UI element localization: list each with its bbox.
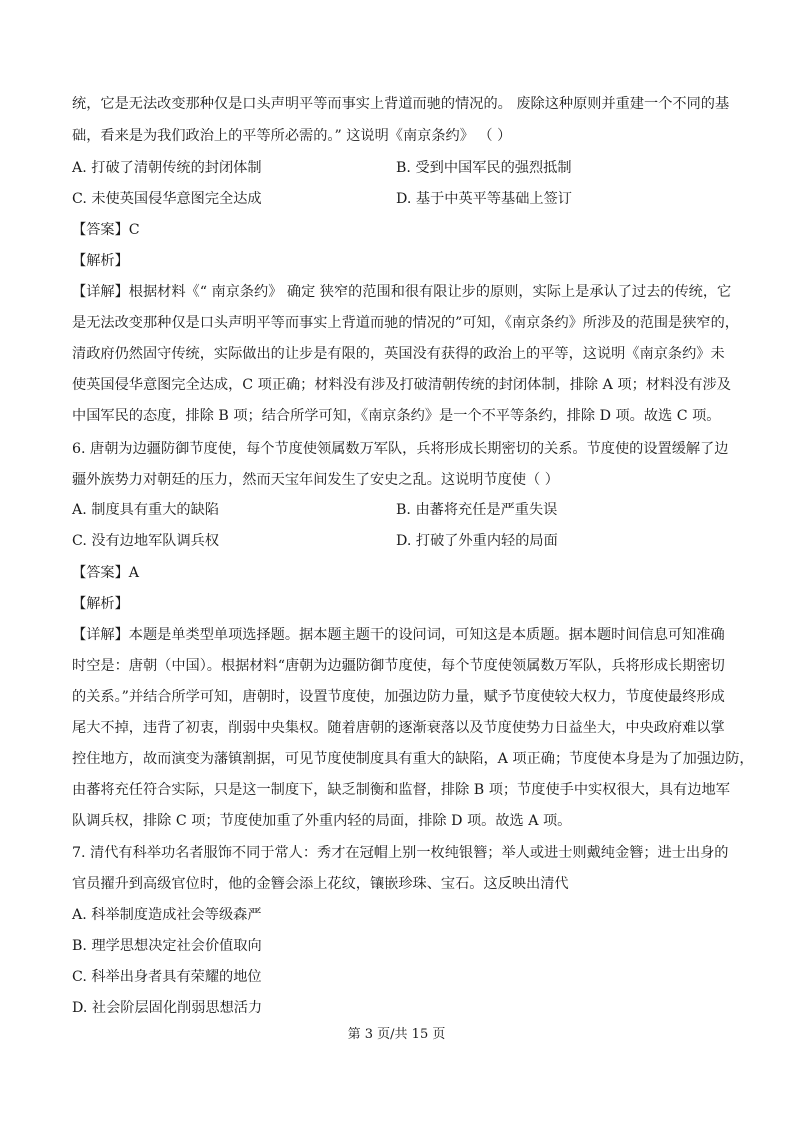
q6-analysis-label: 【解析】 <box>72 596 129 612</box>
q5-stem-line-2: 础，看来是为我们政治上的平等所必需的。” 这说明《南京条约》 （ ） <box>72 128 512 144</box>
q5-option-a: A. 打破了清朝传统的封闭体制 <box>72 160 262 176</box>
q5-detail-line-5: 中国军民的态度，排除 B 项；结合所学可知，《南京条约》是一个不平等条约，排除 D 项。故选 C 项。 <box>72 408 721 424</box>
q7-stem-line-1: 7. 清代有科举功名者服饰不同于常人：秀才在冠帽上别一枚纯银簪；举人或进士则戴纯金簪；进士出身的 <box>72 845 729 861</box>
q5-detail-line-3: 清政府仍然固守传统，实际做出的让步是有限的，英国没有获得的政治上的平等，这说明《南京条约》未 <box>72 346 725 362</box>
q5-option-c: C. 未使英国侵华意图完全达成 <box>72 191 262 207</box>
q5-analysis-label: 【解析】 <box>72 253 129 269</box>
q5-detail-line-2: 是无法改变那种仅是口头声明平等而事实上背道而驰的情况的”可知，《南京条约》所涉及的范围是狭窄的， <box>72 315 739 331</box>
q6-detail-line-1: 【详解】本题是单类型单项选择题。据本题主题干的设问词，可知这是本质题。据本题时间信息可知准确 <box>72 627 725 643</box>
q6-detail-line-6: 由蕃将充任符合实际，只是这一制度下，缺乏制衡和监督，排除 B 项；节度使手中实权很大，具有边地军 <box>72 782 730 798</box>
q6-detail-line-2: 时空是：唐朝（中国）。根据材料“唐朝为边疆防御节度使，每个节度使领属数万军队，兵将形成长期密切 <box>72 658 725 674</box>
q5-detail-line-4: 使英国侵华意图完全达成，C 项正确；材料没有涉及打破清朝传统的封闭体制，排除 A 项；材料没有涉及 <box>72 377 731 393</box>
q6-detail-line-7: 队调兵权，排除 C 项；节度使加重了外重内轻的局面，排除 D 项。故选 A 项。 <box>72 813 572 829</box>
q5-detail-line-1: 【详解】根据材料《“ 南京条约》 确定 狭窄的范围和很有限让步的原则，实际上是承认了过去的传统，它 <box>72 284 732 300</box>
q6-option-c: C. 没有边地军队调兵权 <box>72 533 220 549</box>
q7-option-b: B. 理学思想决定社会价值取向 <box>72 938 262 954</box>
q6-stem-line-1: 6. 唐朝为边疆防御节度使，每个节度使领属数万军队，兵将形成长期密切的关系。节度使的设置缓解了边 <box>72 441 729 457</box>
page-number-footer: 第 3 页/共 15 页 <box>347 1027 446 1042</box>
q7-option-a: A. 科举制度造成社会等级森严 <box>72 907 262 923</box>
q6-detail-line-5: 控住地方，故而演变为藩镇割据，可见节度使制度具有重大的缺陷，A 项正确；节度使本身是为了加强边防， <box>72 751 754 767</box>
q5-option-b: B. 受到中国军民的强烈抵制 <box>396 160 572 176</box>
q6-answer: 【答案】A <box>72 565 139 581</box>
q6-option-a: A. 制度具有重大的缺陷 <box>72 502 219 518</box>
q5-option-d: D. 基于中英平等基础上签订 <box>396 191 572 207</box>
q6-stem-line-2: 疆外族势力对朝廷的压力，然而天宝年间发生了安史之乱。这说明节度使（ ） <box>72 472 559 488</box>
q7-stem-line-2: 官员擢升到高级官位时，他的金簪会添上花纹，镶嵌珍珠、宝石。这反映出清代 <box>72 876 569 892</box>
q6-option-d: D. 打破了外重内轻的局面 <box>396 533 558 549</box>
q7-option-d: D. 社会阶层固化削弱思想活力 <box>72 1000 263 1016</box>
q5-answer: 【答案】C <box>72 222 140 238</box>
q7-option-c: C. 科举出身者具有荣耀的地位 <box>72 969 262 985</box>
q5-stem-line-1: 统，它是无法改变那种仅是口头声明平等而事实上背道而驰的情况的。 废除这种原则并重建一个不同的基 <box>72 96 730 112</box>
q6-detail-line-3: 的关系。”并结合所学可知，唐朝时，设置节度使，加强边防力量，赋予节度使较大权力，节度使最终形成 <box>72 689 725 705</box>
q6-detail-line-4: 尾大不掉，违背了初衷，削弱中央集权。随着唐朝的逐渐衰落以及节度使势力日益坐大，中央政府难以掌 <box>72 720 725 736</box>
q6-option-b: B. 由蕃将充任是严重失误 <box>396 502 558 518</box>
